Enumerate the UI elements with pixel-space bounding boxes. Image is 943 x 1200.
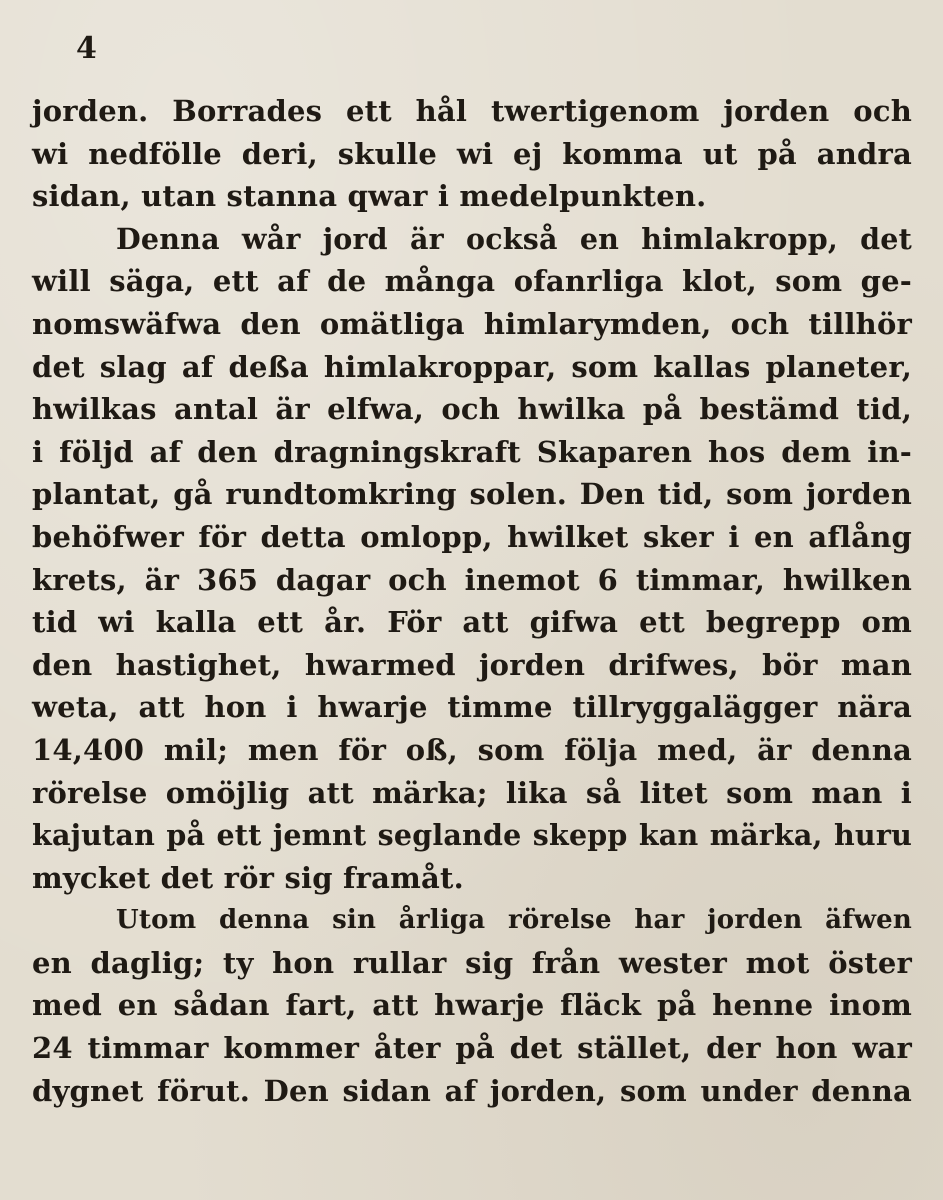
text-line: krets, är 365 dagar och inemot 6 timmar, hwilken [32,562,912,597]
text-line: med en sådan fart, att hwarje fläck på henne inom [32,988,912,1023]
text-line: nomswäfwa den omätliga himlarymden, och tillhör [32,306,912,341]
text-line: kajutan på ett jemnt seglande skepp kan märka, huru [32,818,912,853]
text-line: wi nedfölle deri, skulle wi ej komma ut på andra [32,136,912,171]
text-line: 14,400 mil; men för oß, som följa med, är denna [32,732,912,767]
text-line: tid wi kalla ett år. För att gifwa ett begrepp om [32,605,912,640]
text-line: behöfwer för detta omlopp, hwilket sker i en aflång [32,519,912,554]
text-line: sidan, utan stanna qwar i medelpunkten. [32,179,707,214]
page-number: 4 [76,31,97,66]
text-line: en daglig; ty hon rullar sig från wester mot öster [32,945,912,980]
body-text [32,90,912,1112]
text-line: 24 timmar kommer åter på det stället, der hon war [32,1031,912,1066]
text-line: jorden. Borrades ett hål twertigenom jorden och [32,94,912,128]
text-line: mycket det rör sig framåt. [32,860,464,895]
text-line: den hastighet, hwarmed jorden drifwes, bör man [32,647,912,682]
text-line: rörelse omöjlig att märka; lika så litet som man i [32,775,912,810]
text-line: plantat, gå rundtomkring solen. Den tid, som jorden [32,477,912,512]
text-line: det slag af deßa himlakroppar, som kallas planeter, [32,349,912,384]
text-line: hwilkas antal är elfwa, och hwilka på bestämd tid, [32,392,912,427]
text-line: i följd af den dragningskraft Skaparen hos dem in- [32,434,912,469]
text-line: weta, att hon i hwarje timme tillryggalägger nära [32,690,912,725]
text-line: Denna wår jord är också en himlakropp, det [116,221,912,256]
text-line: dygnet förut. Den sidan af jorden, som under denna [32,1073,912,1108]
text-line: will säga, ett af de många ofanrliga klot, som ge- [32,264,912,299]
text-line: Utom denna sin årliga rörelse har jorden äfwen [116,905,912,936]
